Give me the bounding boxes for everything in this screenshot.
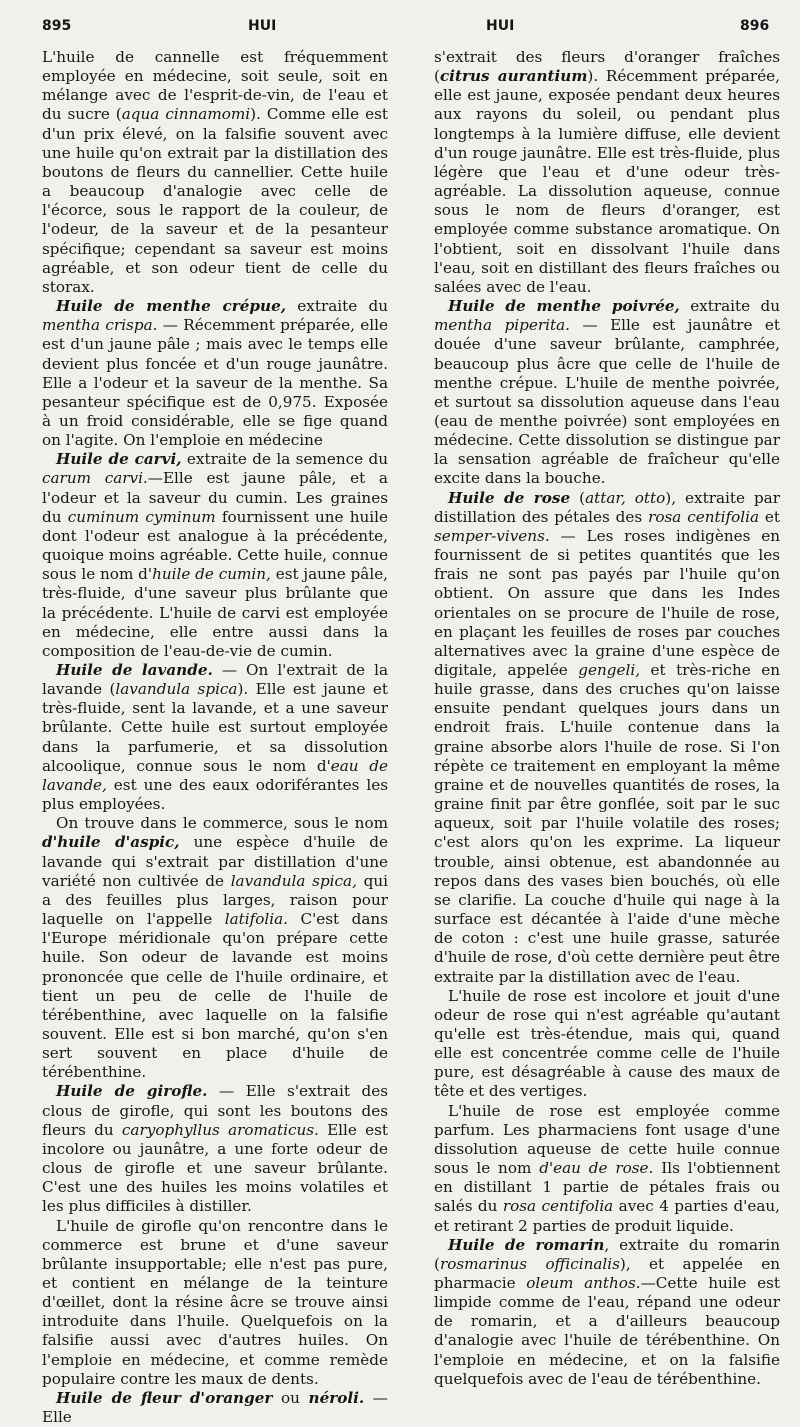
text-run: L'huile de rose est employée comme parfum. Les pharmaciens font usage d'une dissolution aqueuse de cette huile connue sous le nom	[434, 1101, 780, 1178]
entry-heading: d'huile d'aspic,	[42, 833, 180, 852]
entry-heading: citrus aurantium	[439, 67, 588, 86]
paragraph	[42, 1217, 388, 1389]
right-page-number: 896	[740, 18, 770, 34]
text-run: On trouve dans le commerce, sous le nom	[56, 814, 388, 833]
text-run: Ils l'obtiennent en distillant 1 partie de pétales frais ou salés du	[434, 1159, 780, 1216]
italic-term: attar, otto	[585, 488, 666, 507]
italic-term: carum carvi.	[42, 469, 148, 488]
text-run: (	[570, 488, 586, 507]
text-run: et	[759, 507, 780, 526]
text-run: — Elle	[42, 1388, 388, 1427]
paragraph	[42, 1082, 388, 1216]
left-text-column	[42, 48, 388, 1427]
right-text-column	[434, 48, 780, 1389]
italic-term: eau de lavande,	[42, 756, 388, 794]
text-run: ). Récemment préparée, elle est jaune, exposée pendant deux heures aux rayons du soleil, ou pendant plus longtemps à la lumière diffuse, elle devient d'un rouge jaunâtre. Elle est très-fluide, plus légère que l'eau et d'une odeur très-agréable. La dissolution aqueuse, connue sous le nom de fleurs d'oranger, est employée comme substance aromatique. On l'obtient, soit en dissolvant l'huile dans l'eau, soit en distillant des fleurs fraîches ou salées avec de l'eau.	[434, 67, 780, 296]
italic-term: rosmarinus officinalis	[439, 1254, 620, 1273]
text-run: ). Comme elle est d'un prix élevé, on la falsifie souvent avec une huile qu'on extrait par la distillation des boutons de fleurs du cannellier. Cette huile a beaucoup d'analogie avec celle de l'écorce, sous le rapport de la couleur, de l'odeur, de la saveur et de la pesanteur spécifique; cependant sa saveur est moins agréable, et son odeur tient de celle du storax.	[42, 105, 388, 296]
text-run: extraite de la semence du	[181, 450, 388, 469]
text-run: — Les roses indigènes en fournissent de si petites quantités que les frais ne sont pas payés par l'huile qu'on obtient. On assure que dans les Indes orientales on se procure de l'huile de rose, en plaçant les feuilles de roses par couches alternatives avec la graine d'une espèce de digitale, appelée	[434, 526, 780, 679]
text-run: fournissent une huile dont l'odeur est analogue à la précédente, quoique moins agréable. Cette huile, connue sous le nom d'	[42, 507, 388, 584]
paragraph	[434, 987, 780, 1102]
paragraph	[434, 1236, 780, 1389]
italic-term: lavandula spica	[115, 680, 238, 699]
text-run: — On l'extrait de la lavande (	[42, 661, 388, 699]
entry-heading: Huile de lavande.	[56, 661, 213, 679]
entry-heading: Huile de fleur d'oranger	[56, 1388, 273, 1407]
text-run: — Elle s'extrait des clous de girofle, qui sont les boutons des fleurs du	[42, 1082, 388, 1139]
running-header	[0, 14, 800, 40]
italic-term: mentha piperita.	[434, 316, 570, 335]
text-run: L'huile de rose est incolore et jouit d'une odeur de rose qui n'est agréable qu'autant qu'elle est très-étendue, mais qui, quand elle est concentrée comme celle de l'huile pure, est désagréable à cause des maux de tête et des vertiges.	[434, 986, 780, 1101]
paragraph	[434, 489, 780, 987]
paragraph	[42, 297, 388, 450]
text-run: qui a des feuilles plus larges, raison pour laquelle on l'appelle	[42, 871, 388, 929]
text-run: Elle est incolore ou jaunâtre, a une forte odeur de clous de girofle et une saveur brûlante. C'est une des huiles les moins volatiles et les plus difficiles à distiller.	[42, 1120, 388, 1216]
text-run: L'huile de cannelle est fréquemment employée en médecine, soit seule, soit en mélange avec de l'esprit-de-vin, de l'eau et du sucre (	[42, 48, 388, 124]
paragraph	[42, 1389, 388, 1427]
entry-heading: Huile de menthe poivrée,	[448, 297, 680, 316]
text-run: ), extraite par distillation des pétales des	[434, 488, 780, 526]
text-run: avec 4 parties d'eau, et retirant 2 parties de produit liquide.	[434, 1197, 780, 1235]
text-run: est une des eaux odoriférantes les plus employées.	[42, 775, 388, 814]
entry-heading: Huile de romarin	[448, 1235, 605, 1254]
left-running-head: HUI	[248, 18, 277, 34]
italic-term: aqua cinnamomi	[121, 105, 251, 124]
italic-term: d'eau de rose.	[539, 1159, 654, 1178]
text-run: est jaune pâle, très-fluide, d'une saveur plus brûlante que la précédente. L'huile de carvi est employée en médecine, elle entre aussi dans la composition de l'eau-de-vie de cumin.	[42, 565, 389, 660]
text-run: ). Elle est jaune et très-fluide, sent la lavande, et a une saveur brûlante. Cette huile est surtout employée dans la parfumerie, et sa dissolution alcoolique, connue sous le nom d'	[42, 680, 388, 775]
text-run: —Cette huile est limpide comme de l'eau, répand une odeur de romarin, et a d'ailleurs beaucoup d'analogie avec l'huile de térébenthine. On l'emploie en médecine, et on la falsifie quelquefois avec de l'eau de térébenthine.	[434, 1274, 780, 1388]
text-run: extraite du	[679, 297, 780, 316]
italic-term: oleum anthos.	[526, 1274, 641, 1292]
paragraph	[434, 48, 780, 297]
text-run: C'est dans l'Europe méridionale qu'on prépare cette huile. Son odeur de lavande est moins prononcée que celle de l'huile ordinaire, et tient un peu de celle de l'huile de térébenthine, avec laquelle on la falsifie souvent. Elle est si bon marché, qu'on s'en sert souvent en place d'huile de térébenthine.	[42, 910, 388, 1082]
text-run: L'huile de girofle qu'on rencontre dans le commerce est brune et d'une saveur brûlante insupportable; elle n'est pas pure, et contient en mélange de la teinture d'œillet, dont la résine âcre se trouve ainsi introduite dans l'huile. Quelquefois on la falsifie aussi avec d'autres huiles. On l'emploie en médecine, et comme remède populaire contre les maux de dents.	[42, 1216, 388, 1388]
italic-term: cuminum cyminum	[67, 507, 216, 526]
paragraph	[434, 297, 780, 489]
paragraph	[42, 814, 388, 1082]
text-run: une espèce d'huile de lavande qui s'extrait par distillation d'une variété non cultivée de	[42, 833, 388, 890]
italic-term: lavandula spica,	[230, 871, 357, 890]
text-run: extraite du	[286, 297, 388, 316]
paragraph	[42, 48, 388, 297]
text-run: —Elle est jaune pâle, et a l'odeur et la saveur du cumin. Les graines du	[42, 469, 388, 526]
text-run: s'extrait des fleurs d'oranger fraîches (	[434, 48, 780, 86]
italic-term: latifolia.	[224, 910, 288, 929]
entry-heading: néroli.	[308, 1388, 365, 1407]
text-run: , extraite du romarin (	[434, 1235, 780, 1273]
italic-term: semper-vivens.	[434, 526, 550, 545]
italic-term: rosa centifolia	[648, 507, 759, 526]
italic-term: mentha crispa.	[42, 316, 158, 335]
text-run: ou	[272, 1388, 309, 1407]
right-running-head: HUI	[486, 18, 515, 34]
italic-term: caryophyllus aromaticus.	[121, 1120, 319, 1139]
text-run: — Elle est jaunâtre et douée d'une saveur brûlante, camphrée, beaucoup plus âcre que celle de l'huile de menthe crépue. L'huile de menthe poivrée, et surtout sa dissolution aqueuse dans l'eau (eau de menthe poivrée) sont employées en médecine. Cette dissolution se distingue par la sensation agréable de fraîcheur qu'elle excite dans la bouche.	[434, 316, 780, 488]
paragraph	[434, 1102, 780, 1236]
entry-heading: Huile de menthe crépue,	[56, 297, 287, 316]
entry-heading: Huile de girofle.	[56, 1082, 208, 1101]
entry-heading: Huile de carvi,	[56, 450, 182, 469]
italic-term: huile de cumin,	[152, 565, 271, 584]
paragraph	[42, 450, 388, 661]
text-run: et très-riche en huile grasse, dans des cruches qu'on laisse ensuite pendant quelques jours dans un endroit frais. L'huile contenue dans la graine absorbe alors l'huile de rose. Si l'on répète ce traitement en employant la même graine et de nouvelles quantités de roses, la graine finit par être gonflée, soit par le suc aqueux, soit par l'huile volatile des roses; c'est alors qu'on les exprime. La liqueur trouble, ainsi obtenue, est abandonnée au repos dans des vases bien bouchés, où elle se clarifie. La couche d'huile qui nage à la surface est décantée à l'aide d'une mèche de coton : c'est une huile grasse, saturée d'huile de rose, d'où cette dernière peut être extraite par la distillation avec de l'eau.	[434, 661, 781, 986]
entry-heading: Huile de rose	[448, 488, 571, 507]
italic-term: gengeli,	[578, 661, 641, 679]
italic-term: rosa centifolia	[502, 1197, 614, 1216]
left-page-number: 895	[42, 18, 72, 34]
text-run: — Récemment préparée, elle est d'un jaune pâle ; mais avec le temps elle devient plus foncée et d'un rouge jaunâtre. Elle a l'odeur et la saveur de la menthe. Sa pesanteur spécifique est de 0,975. Exposée à un froid considérable, elle se fige quand on l'agite. On l'emploie en médecine	[42, 316, 388, 450]
text-run: ), et appelée en pharmacie	[434, 1254, 780, 1292]
paragraph	[42, 661, 388, 814]
